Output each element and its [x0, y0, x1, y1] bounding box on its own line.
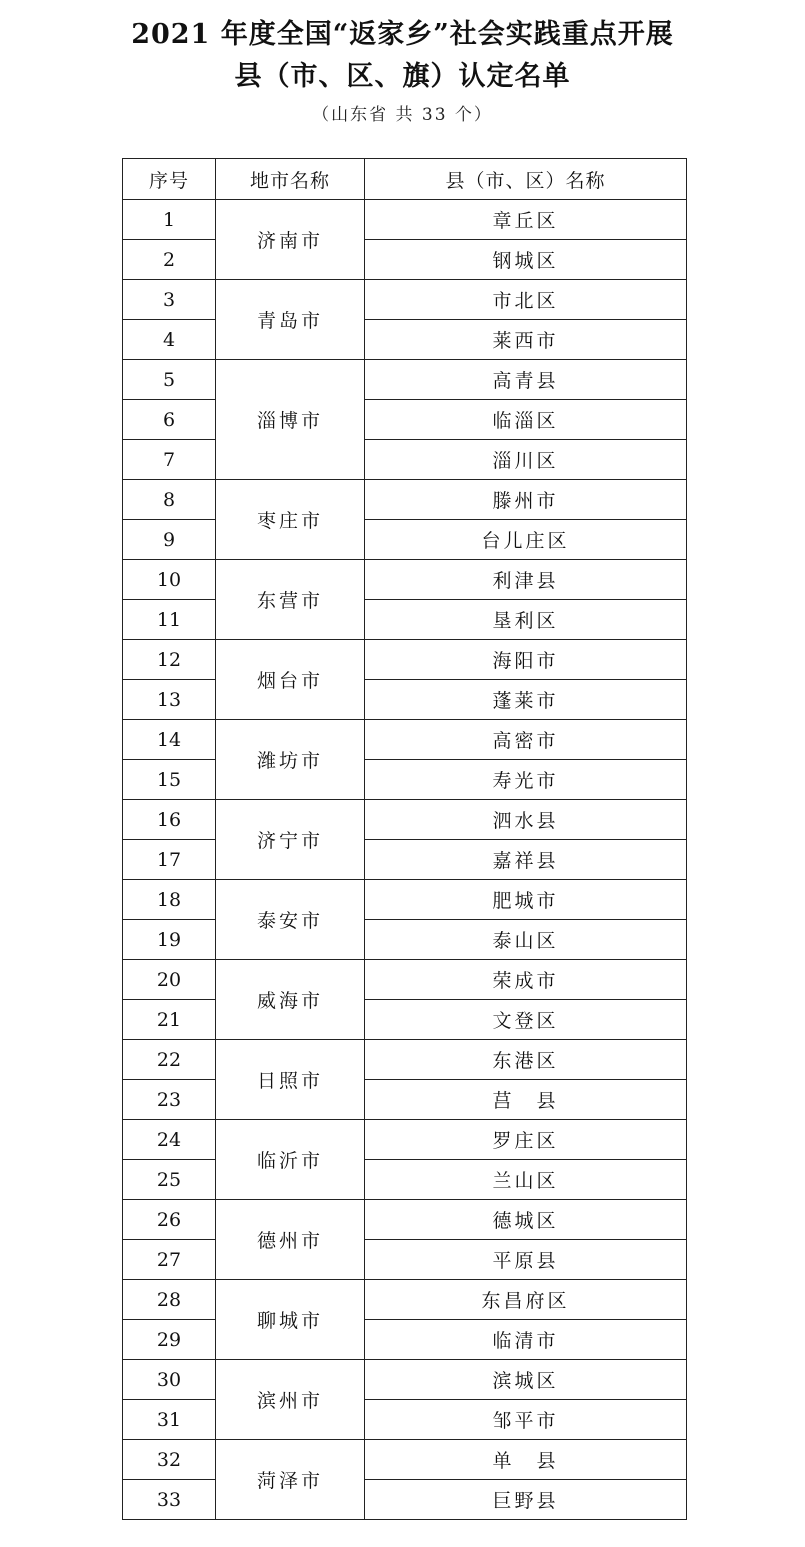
county-name-cell: 垦利区 [365, 600, 687, 640]
city-name-cell: 枣庄市 [216, 480, 365, 560]
serial-number-cell: 14 [123, 720, 216, 760]
table-row [123, 800, 687, 840]
county-name-cell: 高青县 [365, 360, 687, 400]
serial-number-cell: 5 [123, 360, 216, 400]
county-name-cell: 台儿庄区 [365, 520, 687, 560]
serial-number-cell: 32 [123, 1440, 216, 1480]
header-city-name: 地市名称 [216, 159, 365, 200]
county-name-cell: 邹平市 [365, 1400, 687, 1440]
table-row [123, 1160, 687, 1200]
table-row [123, 1240, 687, 1280]
county-name-cell: 利津县 [365, 560, 687, 600]
county-name-cell: 莱西市 [365, 320, 687, 360]
city-name-cell: 淄博市 [216, 360, 365, 480]
table-row [123, 1200, 687, 1240]
serial-number-cell: 9 [123, 520, 216, 560]
county-name-cell: 东港区 [365, 1040, 687, 1080]
table-row [123, 240, 687, 280]
table-row [123, 1360, 687, 1400]
serial-number-cell: 23 [123, 1080, 216, 1120]
serial-number-cell: 6 [123, 400, 216, 440]
city-name-cell: 济南市 [216, 200, 365, 280]
table-row [123, 440, 687, 480]
serial-number-cell: 12 [123, 640, 216, 680]
serial-number-cell: 20 [123, 960, 216, 1000]
table-row [123, 600, 687, 640]
table-row [123, 1440, 687, 1480]
serial-number-cell: 13 [123, 680, 216, 720]
serial-number-cell: 22 [123, 1040, 216, 1080]
serial-number-cell: 26 [123, 1200, 216, 1240]
table-row [123, 840, 687, 880]
serial-number-cell: 28 [123, 1280, 216, 1320]
table-row [123, 880, 687, 920]
county-name-cell: 平原县 [365, 1240, 687, 1280]
serial-number-cell: 19 [123, 920, 216, 960]
county-name-cell: 兰山区 [365, 1160, 687, 1200]
serial-number-cell: 30 [123, 1360, 216, 1400]
county-name-cell: 市北区 [365, 280, 687, 320]
table-row [123, 760, 687, 800]
county-name-cell: 肥城市 [365, 880, 687, 920]
table-row [123, 920, 687, 960]
header-serial-number: 序号 [123, 159, 216, 200]
county-name-cell: 荣成市 [365, 960, 687, 1000]
county-name-cell: 德城区 [365, 1200, 687, 1240]
table-row [123, 640, 687, 680]
city-name-cell: 烟台市 [216, 640, 365, 720]
county-name-cell: 泰山区 [365, 920, 687, 960]
county-name-cell: 高密市 [365, 720, 687, 760]
document-subtitle: （山东省 共 33 个） [312, 105, 493, 125]
county-name-cell: 单 县 [365, 1440, 687, 1480]
serial-number-cell: 16 [123, 800, 216, 840]
table-row [123, 1320, 687, 1360]
county-name-cell: 淄川区 [365, 440, 687, 480]
table-row [123, 280, 687, 320]
city-name-cell: 滨州市 [216, 1360, 365, 1440]
serial-number-cell: 27 [123, 1240, 216, 1280]
county-name-cell: 罗庄区 [365, 1120, 687, 1160]
serial-number-cell: 21 [123, 1000, 216, 1040]
table-row [123, 200, 687, 240]
city-name-cell: 济宁市 [216, 800, 365, 880]
serial-number-cell: 4 [123, 320, 216, 360]
table-row [123, 1000, 687, 1040]
table-row [123, 720, 687, 760]
county-name-cell: 滨城区 [365, 1360, 687, 1400]
serial-number-cell: 7 [123, 440, 216, 480]
city-name-cell: 青岛市 [216, 280, 365, 360]
table-row [123, 400, 687, 440]
city-name-cell: 潍坊市 [216, 720, 365, 800]
county-name-cell: 滕州市 [365, 480, 687, 520]
city-name-cell: 临沂市 [216, 1120, 365, 1200]
serial-number-cell: 24 [123, 1120, 216, 1160]
serial-number-cell: 2 [123, 240, 216, 280]
serial-number-cell: 3 [123, 280, 216, 320]
county-name-cell: 临淄区 [365, 400, 687, 440]
county-name-cell: 巨野县 [365, 1480, 687, 1520]
table-row [123, 1040, 687, 1080]
serial-number-cell: 17 [123, 840, 216, 880]
county-name-cell: 寿光市 [365, 760, 687, 800]
county-name-cell: 文登区 [365, 1000, 687, 1040]
serial-number-cell: 18 [123, 880, 216, 920]
serial-number-cell: 15 [123, 760, 216, 800]
serial-number-cell: 11 [123, 600, 216, 640]
county-name-cell: 泗水县 [365, 800, 687, 840]
county-name-cell: 蓬莱市 [365, 680, 687, 720]
serial-number-cell: 29 [123, 1320, 216, 1360]
city-name-cell: 聊城市 [216, 1280, 365, 1360]
table-row [123, 1080, 687, 1120]
document-title-line2: 县（市、区、旗）认定名单 [234, 61, 571, 92]
table-body [123, 200, 687, 1520]
county-name-cell: 海阳市 [365, 640, 687, 680]
county-name-cell: 钢城区 [365, 240, 687, 280]
serial-number-cell: 8 [123, 480, 216, 520]
county-name-cell: 章丘区 [365, 200, 687, 240]
table-row [123, 1120, 687, 1160]
serial-number-cell: 33 [123, 1480, 216, 1520]
header-county-name: 县（市、区）名称 [365, 159, 687, 200]
table-row [123, 960, 687, 1000]
county-name-cell: 临清市 [365, 1320, 687, 1360]
table-row [123, 560, 687, 600]
table-row [123, 480, 687, 520]
document-title-line1: 2021 年度全国“返家乡”社会实践重点开展 [131, 19, 674, 50]
city-name-cell: 威海市 [216, 960, 365, 1040]
city-name-cell: 菏泽市 [216, 1440, 365, 1520]
table-row [123, 680, 687, 720]
city-name-cell: 德州市 [216, 1200, 365, 1280]
serial-number-cell: 10 [123, 560, 216, 600]
city-name-cell: 东营市 [216, 560, 365, 640]
table-row [123, 1400, 687, 1440]
city-name-cell: 日照市 [216, 1040, 365, 1120]
table-row [123, 360, 687, 400]
county-name-cell: 嘉祥县 [365, 840, 687, 880]
serial-number-cell: 1 [123, 200, 216, 240]
serial-number-cell: 31 [123, 1400, 216, 1440]
table-header-row [123, 159, 687, 200]
city-name-cell: 泰安市 [216, 880, 365, 960]
county-name-cell: 东昌府区 [365, 1280, 687, 1320]
table-row [123, 1480, 687, 1520]
table-row [123, 520, 687, 560]
county-list-table [122, 158, 687, 1520]
serial-number-cell: 25 [123, 1160, 216, 1200]
county-name-cell: 莒 县 [365, 1080, 687, 1120]
table-row [123, 320, 687, 360]
table-row [123, 1280, 687, 1320]
